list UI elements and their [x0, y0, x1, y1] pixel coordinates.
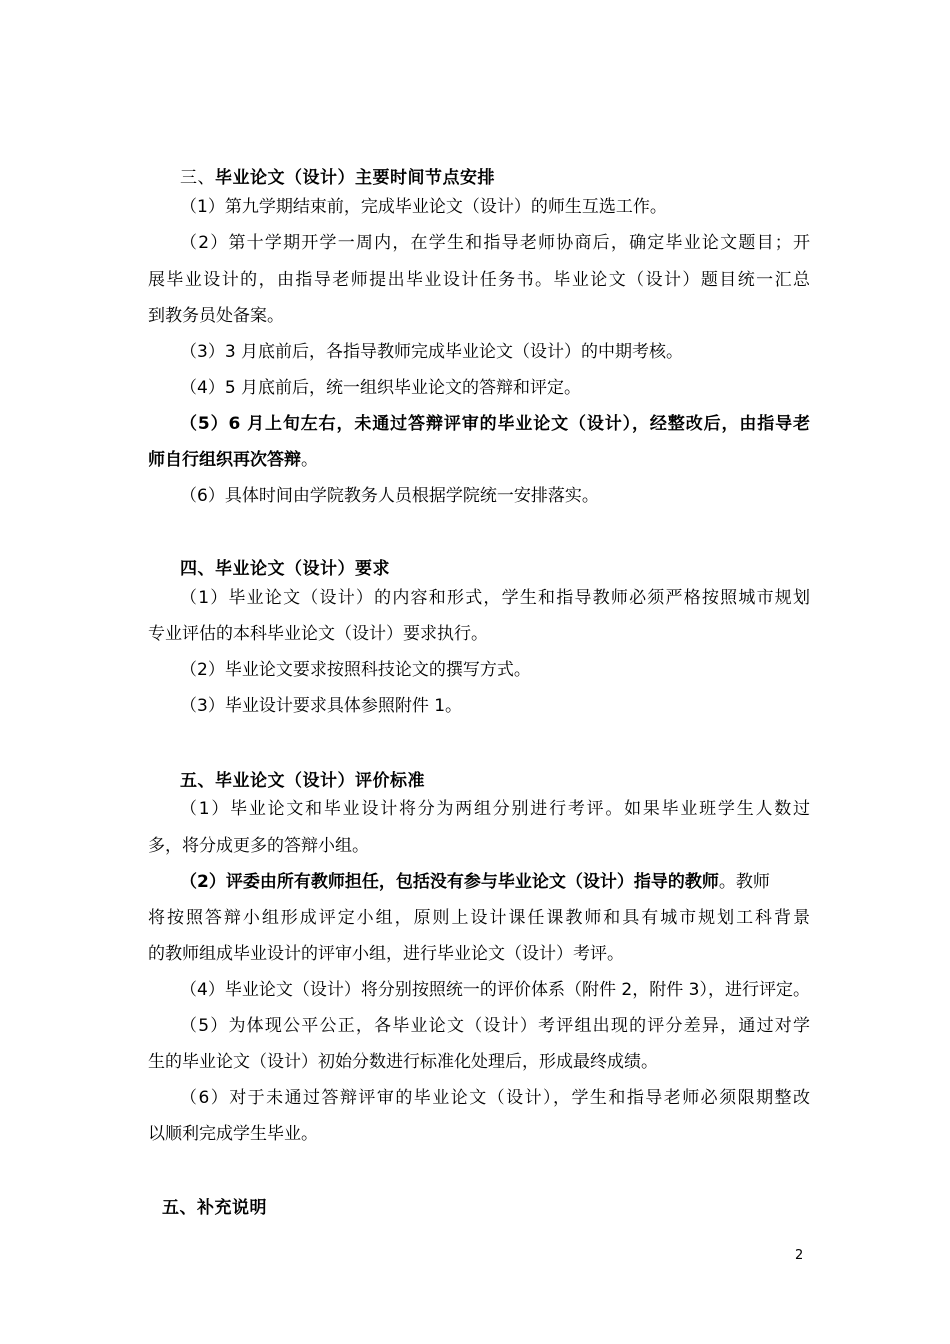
paragraph-line: 以顺利完成学生毕业。 [148, 1124, 318, 1144]
paragraph-line: 将按照答辩小组形成评定小组，原则上设计课任课教师和具有城市规划工科背景 [148, 908, 810, 928]
paragraph-line: 展毕业设计的，由指导老师提出毕业设计任务书。毕业论文（设计）题目统一汇总 [148, 270, 810, 290]
paragraph-line: 生的毕业论文（设计）初始分数进行标准化处理后，形成最终成绩。 [148, 1052, 658, 1072]
heading-title: 毕业论文（设计）主要时间节点安排 [215, 168, 495, 188]
paragraph-line: （3）毕业设计要求具体参照附件 1。 [180, 696, 463, 716]
paragraph-line: （2）毕业论文要求按照科技论文的撰写方式。 [180, 660, 531, 680]
section-heading-5: 五、毕业论文（设计）评价标准 [180, 771, 425, 791]
bold-text: （2）评委由所有教师担任，包括没有参与毕业论文（设计）指导的教师 [180, 872, 719, 892]
paragraph-line: 专业评估的本科毕业论文（设计）要求执行。 [148, 624, 488, 644]
text-punct: 。 [301, 450, 318, 470]
bold-text: 师自行组织再次答辩 [148, 450, 301, 470]
paragraph-line: （1）毕业论文和毕业设计将分为两组分别进行考评。如果毕业班学生人数过 [180, 799, 810, 819]
paragraph-line: 的教师组成毕业设计的评审小组，进行毕业论文（设计）考评。 [148, 944, 624, 964]
paragraph-line: （4）毕业论文（设计）将分别按照统一的评价体系（附件 2，附件 3），进行评定。 [180, 980, 810, 1000]
section-heading-6: 五、补充说明 [162, 1198, 267, 1218]
section-heading-4: 四、毕业论文（设计）要求 [180, 559, 390, 579]
paragraph-line: 多，将分成更多的答辩小组。 [148, 836, 369, 856]
paragraph-line: （6）对于未通过答辩评审的毕业论文（设计），学生和指导老师必须限期整改 [180, 1088, 810, 1108]
paragraph-line: （1）毕业论文（设计）的内容和形式，学生和指导教师必须严格按照城市规划 [180, 588, 810, 608]
page-number: 2 [795, 1248, 804, 1263]
text-rest: 。教师 [718, 872, 770, 892]
paragraph-line [148, 450, 810, 470]
paragraph-line: （5）为体现公平公正，各毕业论文（设计）考评组出现的评分差异，通过对学 [180, 1016, 810, 1036]
paragraph-line-bold: （5）6 月上旬左右，未通过答辩评审的毕业论文（设计），经整改后，由指导老 [180, 414, 810, 434]
paragraph-line: （6）具体时间由学院教务人员根据学院统一安排落实。 [180, 486, 599, 506]
paragraph-line [180, 872, 810, 892]
paragraph-line: （3）3 月底前后，各指导教师完成毕业论文（设计）的中期考核。 [180, 342, 684, 362]
heading-numeral: 三、 [180, 168, 215, 188]
paragraph-line: （4）5 月底前后，统一组织毕业论文的答辩和评定。 [180, 378, 582, 398]
paragraph-line: （1）第九学期结束前，完成毕业论文（设计）的师生互选工作。 [180, 197, 667, 217]
paragraph-line: （2）第十学期开学一周内，在学生和指导老师协商后，确定毕业论文题目；开 [180, 233, 810, 253]
section-heading-3 [180, 163, 495, 188]
paragraph-line: 到教务员处备案。 [148, 306, 284, 326]
